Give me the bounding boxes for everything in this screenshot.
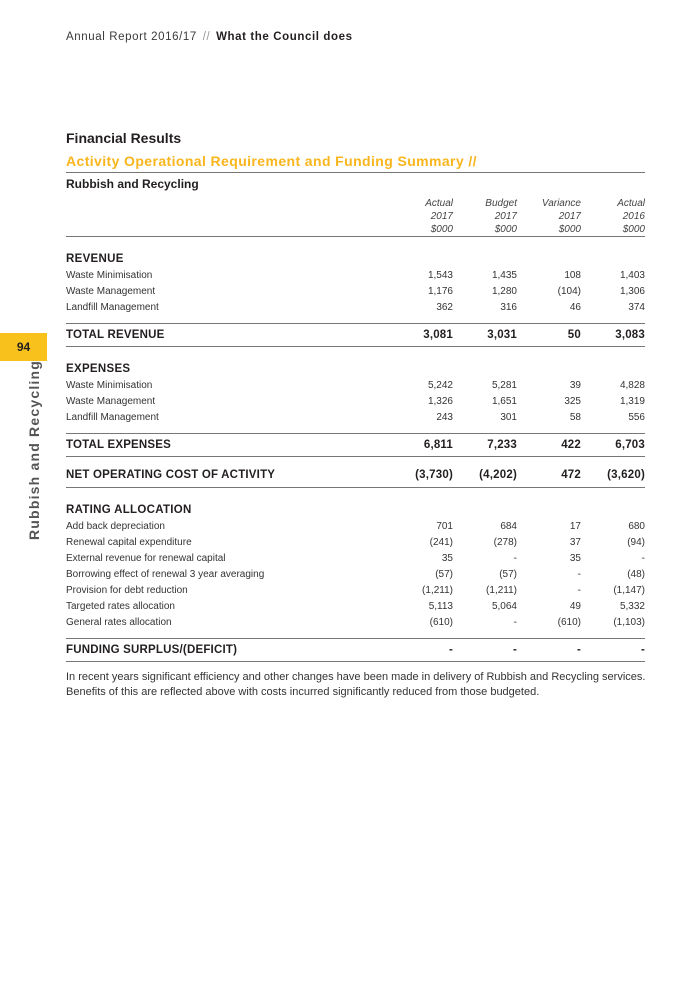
funding-total-row: [66, 639, 645, 662]
table-row: [66, 268, 645, 284]
cell-value: 6,703: [581, 434, 645, 457]
row-label: FUNDING SURPLUS/(DEFICIT): [66, 639, 389, 662]
financial-results-section: [66, 128, 645, 711]
cell-value: 1,651: [491, 396, 517, 407]
row-label: Waste Management: [66, 396, 156, 407]
row-label: External revenue for renewal capital: [66, 553, 226, 564]
cell-value: -: [513, 617, 517, 628]
column-header: [453, 194, 517, 237]
section-heading-row: [66, 237, 645, 269]
cell-value: 17: [569, 521, 581, 532]
row-spacer: [66, 631, 645, 639]
cell-value: 301: [500, 412, 517, 423]
total-row: [66, 434, 645, 457]
activity-name: Rubbish and Recycling: [66, 177, 199, 191]
row-label: Waste Minimisation: [66, 270, 153, 281]
column-header-year: 2016: [622, 211, 645, 222]
cell-value: 1,280: [491, 286, 517, 297]
cell-value: 3,083: [581, 324, 645, 347]
funding-summary-table: [66, 194, 645, 662]
cell-value: (1,211): [486, 585, 517, 596]
cell-value: 1,306: [619, 286, 645, 297]
cell-value: 5,281: [491, 380, 517, 391]
cell-value: 316: [500, 302, 517, 313]
table-row: [66, 599, 645, 615]
table-row: [66, 378, 645, 394]
cell-value: (4,202): [453, 463, 517, 488]
table-row: [66, 535, 645, 551]
side-title: Rubbish and Recycling: [26, 360, 42, 540]
cell-value: (3,620): [581, 463, 645, 488]
table-row: [66, 551, 645, 567]
cell-value: 556: [628, 412, 645, 423]
section-heading-row: [66, 488, 645, 520]
cell-value: -: [389, 639, 453, 662]
row-label: Add back depreciation: [66, 521, 165, 532]
column-header-year: 2017: [430, 211, 453, 222]
cell-value: (1,103): [613, 617, 645, 628]
cell-value: 362: [436, 302, 453, 313]
total-row: [66, 324, 645, 347]
cell-value: 472: [517, 463, 581, 488]
cell-value: -: [581, 639, 645, 662]
cell-value: 243: [436, 412, 453, 423]
cell-value: -: [513, 553, 517, 564]
cell-value: (57): [499, 569, 517, 580]
cell-value: -: [641, 553, 645, 564]
cell-value: 5,113: [428, 601, 453, 612]
column-header-label: Variance: [541, 198, 581, 209]
running-header: [66, 31, 353, 43]
row-label: Waste Management: [66, 286, 156, 297]
column-header-unit: $000: [622, 224, 645, 235]
cell-value: (610): [557, 617, 581, 628]
cell-value: 108: [564, 270, 581, 281]
row-label: Renewal capital expenditure: [66, 537, 192, 548]
cell-value: 701: [436, 521, 453, 532]
cell-value: 422: [517, 434, 581, 457]
cell-value: (104): [557, 286, 581, 297]
cell-value: 4,828: [619, 380, 645, 391]
cell-value: 37: [569, 537, 581, 548]
cell-value: -: [453, 639, 517, 662]
column-header-unit: $000: [430, 224, 453, 235]
cell-value: 5,064: [491, 601, 517, 612]
page-number: 94: [16, 340, 31, 354]
cell-value: (610): [429, 617, 453, 628]
cell-value: 50: [517, 324, 581, 347]
row-spacer: [66, 426, 645, 434]
column-header: [581, 194, 645, 237]
row-label: Borrowing effect of renewal 3 year averaging: [66, 569, 265, 580]
column-header-label: Budget: [485, 198, 517, 209]
table-row: [66, 284, 645, 300]
table-row: [66, 567, 645, 583]
cell-value: (241): [429, 537, 453, 548]
row-label: General rates allocation: [66, 617, 172, 628]
cell-value: 374: [628, 302, 645, 313]
column-header-label: Actual: [617, 198, 645, 209]
column-header: [389, 194, 453, 237]
cell-value: -: [577, 585, 581, 596]
column-header-unit: $000: [558, 224, 581, 235]
cell-value: (1,211): [422, 585, 453, 596]
column-header-blank: [66, 194, 389, 237]
table-row: [66, 394, 645, 410]
cell-value: 46: [569, 302, 581, 313]
cell-value: 1,176: [427, 286, 453, 297]
net-operating-cost-row: [66, 463, 645, 488]
table-row: [66, 519, 645, 535]
cell-value: (3,730): [389, 463, 453, 488]
table-row: [66, 615, 645, 631]
cell-value: 7,233: [453, 434, 517, 457]
cell-value: 35: [569, 553, 581, 564]
cell-value: -: [577, 569, 581, 580]
cell-value: 35: [441, 553, 453, 564]
table-row: [66, 410, 645, 426]
column-header-year: 2017: [558, 211, 581, 222]
row-label: Landfill Management: [66, 302, 159, 313]
row-spacer: [66, 316, 645, 324]
cell-value: 680: [628, 521, 645, 532]
table-row: [66, 583, 645, 599]
page-number-tab: [0, 333, 47, 361]
cell-value: 49: [569, 601, 581, 612]
header-separator: //: [202, 31, 211, 43]
cell-value: 5,242: [427, 380, 453, 391]
row-label: NET OPERATING COST OF ACTIVITY: [66, 463, 389, 488]
column-header-label: Actual: [425, 198, 453, 209]
cell-value: 1,435: [491, 270, 517, 281]
cell-value: 325: [564, 396, 581, 407]
table-row: [66, 300, 645, 316]
cell-value: (48): [627, 569, 645, 580]
cell-value: 3,081: [389, 324, 453, 347]
section-heading: REVENUE: [66, 253, 124, 265]
cell-value: 1,326: [427, 396, 453, 407]
cell-value: (1,147): [613, 585, 645, 596]
cell-value: 684: [500, 521, 517, 532]
row-label: Targeted rates allocation: [66, 601, 175, 612]
cell-value: 39: [569, 380, 581, 391]
row-label: TOTAL EXPENSES: [66, 434, 389, 457]
cell-value: 1,319: [619, 396, 645, 407]
row-label: Provision for debt reduction: [66, 585, 188, 596]
row-label: TOTAL REVENUE: [66, 324, 389, 347]
section-heading: EXPENSES: [66, 363, 131, 375]
cell-value: (278): [493, 537, 517, 548]
cell-value: 58: [569, 412, 581, 423]
report-title: Annual Report 2016/17: [66, 31, 197, 43]
section-title: What the Council does: [216, 31, 353, 43]
cell-value: 6,811: [389, 434, 453, 457]
column-header-unit: $000: [494, 224, 517, 235]
cell-value: 5,332: [619, 601, 645, 612]
row-label: Waste Minimisation: [66, 380, 153, 391]
cell-value: (57): [435, 569, 453, 580]
section-heading-row: [66, 347, 645, 379]
cell-value: 3,031: [453, 324, 517, 347]
page-title: Financial Results: [66, 130, 182, 146]
column-header: [517, 194, 581, 237]
cell-value: -: [517, 639, 581, 662]
commentary-paragraph: In recent years significant efficiency and other changes have been made in delivery of Rubbish and Recycling services. Benefits of this are reflected above with costs incurred significantly reduced from those budgeted.: [66, 671, 646, 698]
section-heading: RATING ALLOCATION: [66, 504, 192, 516]
column-header-row: [66, 194, 645, 237]
cell-value: 1,543: [427, 270, 453, 281]
column-header-year: 2017: [494, 211, 517, 222]
cell-value: 1,403: [619, 270, 645, 281]
summary-subtitle: Activity Operational Requirement and Funding Summary //: [66, 150, 645, 173]
cell-value: (94): [627, 537, 645, 548]
row-label: Landfill Management: [66, 412, 159, 423]
